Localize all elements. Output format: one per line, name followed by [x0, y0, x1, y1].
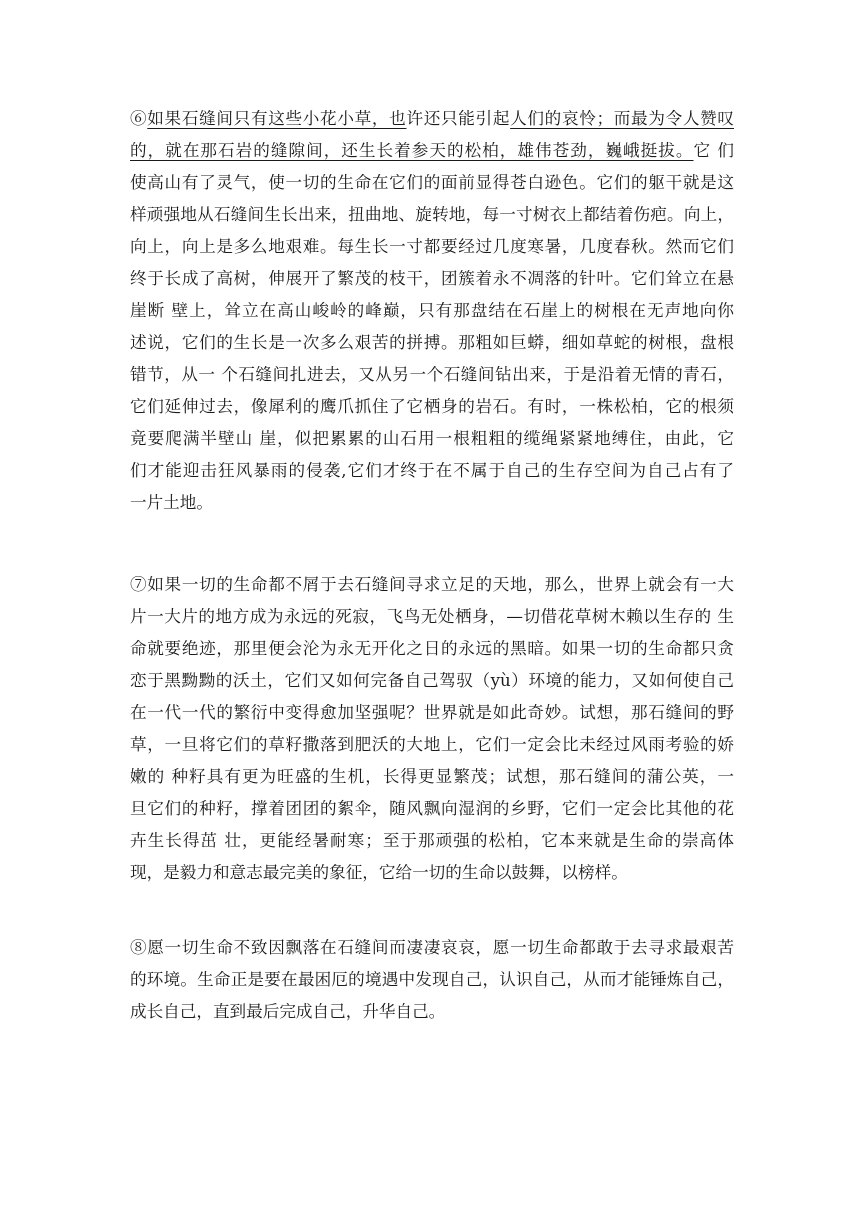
text-segment: 成长自己，直到最后完成自己，升华自己。 — [130, 1002, 446, 1021]
text-segment: 使高山有了灵气，使一切的生命在它们的面前显得苍白逊色。它们的躯干就是这 — [130, 173, 734, 192]
text-line — [130, 103, 734, 135]
text-line — [130, 327, 734, 359]
text-segment: 述说，它们的生长是一次多么艰苦的拼搏。那粗如巨蟒，细如草蛇的树根，盘根 — [130, 333, 734, 352]
text-line — [130, 633, 734, 665]
text-line — [130, 857, 734, 889]
text-line — [130, 697, 734, 729]
underlined-text: 人们的哀怜 — [510, 109, 597, 128]
text-segment: 命就要绝迹，那里便会沦为永无开化之日的永远的黑暗。如果一切的生命都只贪 — [130, 639, 734, 658]
text-line — [130, 729, 734, 761]
text-segment: 一片土地。 — [130, 493, 213, 512]
text-line — [130, 263, 734, 295]
text-segment: 许还只能引起 — [406, 109, 511, 128]
text-segment: 的环境。生命正是要在最困厄的境遇中发现自己，认识自己，从而才能锤炼自己， — [130, 970, 734, 989]
text-line — [130, 359, 734, 391]
text-segment: 它们延伸过去，像犀利的鹰爪抓住了它栖身的岩石。有时，一株松柏，它的根须 — [130, 397, 734, 416]
text-line — [130, 487, 734, 519]
text-segment: 崖断 壁上，耸立在高山峻岭的峰巅，只有那盘结在石崖上的树根在无声地向你 — [130, 301, 734, 320]
text-line — [130, 964, 734, 996]
text-segment: 片一大片的地方成为永远的死寂，飞鸟无处栖身，—切借花草树木赖以生存的 生 — [130, 607, 734, 626]
underlined-text: 的，就在那石岩的缝隙间，还生长着参天的松柏，雄伟苍劲，巍峨挺拔。 — [130, 141, 694, 160]
text-line — [130, 295, 734, 327]
text-segment: 在一代一代的繁衍中变得愈加坚强呢？世界就是如此奇妙。试想，那石缝间的野 — [130, 703, 734, 722]
text-line — [130, 167, 734, 199]
text-line — [130, 932, 734, 964]
text-line — [130, 199, 734, 231]
text-segment: 们才能迎击狂风暴雨的侵袭,它们才终于在不属于自己的生存空间为自己占有了 — [130, 461, 734, 480]
text-line — [130, 391, 734, 423]
text-segment: 嫩的 种籽具有更为旺盛的生机，长得更显繁茂；试想，那石缝间的蒲公英，一 — [130, 767, 734, 786]
text-segment: 终于长成了高树，伸展开了繁茂的枝干，团簇着永不凋落的针叶。它们耸立在悬 — [130, 269, 734, 288]
text-segment: 样顽强地从石缝间生长出来，扭曲地、旋转地，每一寸树衣上都结着伤疤。向上， — [130, 205, 734, 224]
underlined-text: 如果石缝间只有这些小花小草，也 — [147, 109, 407, 128]
text-segment: 错节，从一 个石缝间扎进去，又从另一个石缝间钻出来，于是沿着无情的青石， — [130, 365, 734, 384]
text-segment: ⑥ — [130, 109, 148, 128]
text-line — [130, 569, 734, 601]
text-segment: ⑧愿一切生命不致因飘落在石缝间而凄凄哀哀，愿一切生命都敢于去寻求最艰苦 — [130, 938, 734, 957]
text-line — [130, 665, 734, 697]
text-line — [130, 601, 734, 633]
text-line — [130, 793, 734, 825]
text-segment: 恋于黑黝黝的沃土，它们又如何完备自己驾驭（yù）环境的能力，又如何使自己 — [130, 671, 734, 690]
text-segment: 草，一旦将它们的草籽撒落到肥沃的大地上，它们一定会比未经过风雨考验的娇 — [130, 735, 734, 754]
text-segment: ⑦如果一切的生命都不屑于去石缝间寻求立足的天地，那么，世界上就会有一大 — [130, 575, 734, 594]
text-segment: 卉生长得茁 壮，更能经暑耐寒；至于那顽强的松柏，它本来就是生命的崇高体 — [130, 831, 734, 850]
text-line — [130, 996, 734, 1028]
text-segment: 它 们 — [693, 141, 734, 160]
underlined-text: ；而最为令人赞叹 — [596, 109, 734, 128]
text-line — [130, 135, 734, 167]
text-segment: 竟要爬满半壁山 崖，似把累累的山石用一根粗粗的缆绳紧紧地缚住，由此，它 — [130, 429, 734, 448]
text-line — [130, 423, 734, 455]
text-segment: 现，是毅力和意志最完美的象征，它给一切的生命以鼓舞，以榜样。 — [130, 863, 628, 882]
text-segment: 旦它们的种籽，撑着团团的絮伞，随风飘向湿润的乡野，它们一定会比其他的花 — [130, 799, 734, 818]
text-line — [130, 455, 734, 487]
text-line — [130, 231, 734, 263]
text-segment: 向上，向上是多么地艰难。每生长一寸都要经过几度寒暑，几度春秋。然而它们 — [130, 237, 734, 256]
text-line — [130, 825, 734, 857]
text-line — [130, 761, 734, 793]
